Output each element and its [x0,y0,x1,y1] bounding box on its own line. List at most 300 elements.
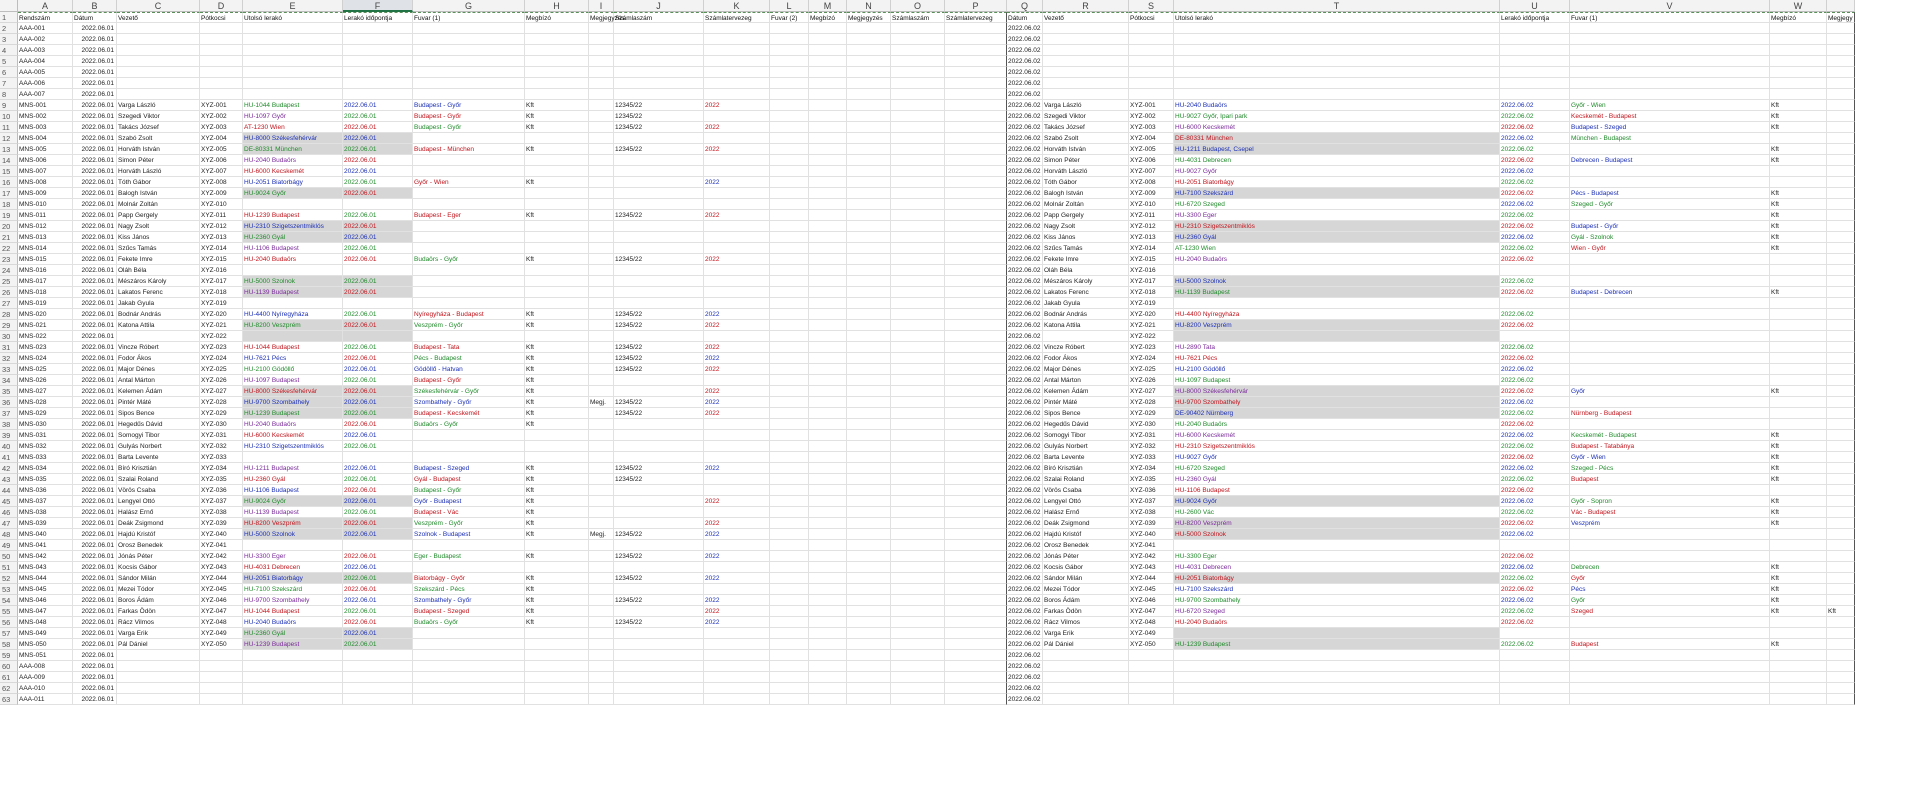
cell-G[interactable] [413,199,525,210]
cell-V[interactable] [1570,265,1770,276]
cell-J[interactable]: 12345/22 [614,463,704,474]
cell-P[interactable] [945,23,1007,34]
cell-N[interactable] [847,243,891,254]
cell-C[interactable]: Hegedűs Dávid [117,419,200,430]
cell-I[interactable] [589,45,614,56]
cell-N[interactable] [847,408,891,419]
cell-O[interactable] [891,441,945,452]
cell-K[interactable] [704,221,770,232]
cell-D[interactable]: XYZ-010 [200,199,243,210]
cell-R[interactable]: Lengyel Ottó [1043,496,1129,507]
cell-K[interactable] [704,78,770,89]
cell-G[interactable] [413,188,525,199]
cell-E[interactable]: HU-8000 Székesfehérvár [243,386,343,397]
cell-X[interactable] [1827,45,1855,56]
cell-U[interactable] [1500,45,1570,56]
cell-M[interactable] [809,210,847,221]
cell-D[interactable]: XYZ-017 [200,276,243,287]
cell-M[interactable] [809,56,847,67]
cell-F[interactable] [343,78,413,89]
cell-V[interactable]: Győr [1570,386,1770,397]
cell-I[interactable] [589,221,614,232]
cell-Q[interactable]: 2022.06.02 [1007,133,1043,144]
cell-P[interactable] [945,78,1007,89]
column-header-P[interactable]: P [945,0,1007,12]
cell-F[interactable] [343,672,413,683]
cell-U[interactable]: 2022.06.02 [1500,100,1570,111]
cell-V[interactable] [1570,67,1770,78]
cell-J[interactable] [614,540,704,551]
cell-B[interactable]: 2022.06.01 [73,353,117,364]
header-cell-I[interactable]: Megjegyzés [589,12,614,23]
cell-L[interactable] [770,254,809,265]
cell-X[interactable] [1827,408,1855,419]
cell-F[interactable]: 2022.06.01 [343,562,413,573]
cell-I[interactable] [589,243,614,254]
row-header[interactable]: 7 [0,78,18,89]
cell-E[interactable]: HU-1106 Budapest [243,243,343,254]
cell-T[interactable]: HU-3300 Eger [1174,210,1500,221]
cell-H[interactable]: Kft [525,474,589,485]
cell-U[interactable]: 2022.06.02 [1500,364,1570,375]
cell-C[interactable]: Lakatos Ferenc [117,287,200,298]
cell-S[interactable]: XYZ-029 [1129,408,1174,419]
header-cell-U[interactable]: Lerakó időpontja [1500,12,1570,23]
row-header[interactable]: 55 [0,606,18,617]
cell-F[interactable]: 2022.06.01 [343,496,413,507]
cell-B[interactable]: 2022.06.01 [73,298,117,309]
header-cell-O[interactable]: Számlaszám [891,12,945,23]
cell-K[interactable] [704,111,770,122]
cell-E[interactable] [243,298,343,309]
cell-C[interactable]: Bíró Krisztián [117,463,200,474]
cell-M[interactable] [809,188,847,199]
row-header[interactable]: 3 [0,34,18,45]
cell-W[interactable] [1770,628,1827,639]
cell-G[interactable] [413,441,525,452]
cell-L[interactable] [770,397,809,408]
cell-H[interactable]: Kft [525,485,589,496]
row-header[interactable]: 63 [0,694,18,705]
cell-O[interactable] [891,100,945,111]
cell-V[interactable] [1570,56,1770,67]
cell-U[interactable]: 2022.06.02 [1500,639,1570,650]
cell-I[interactable] [589,573,614,584]
cell-H[interactable] [525,23,589,34]
cell-T[interactable]: HU-2310 Szigetszentmiklós [1174,441,1500,452]
cell-V[interactable] [1570,551,1770,562]
cell-R[interactable]: Szegedi Viktor [1043,111,1129,122]
cell-P[interactable] [945,452,1007,463]
cell-F[interactable]: 2022.06.01 [343,287,413,298]
cell-B[interactable]: 2022.06.01 [73,562,117,573]
cell-N[interactable] [847,595,891,606]
cell-F[interactable]: 2022.06.01 [343,309,413,320]
cell-O[interactable] [891,672,945,683]
cell-T[interactable] [1174,540,1500,551]
header-cell-M[interactable]: Megbízó [809,12,847,23]
cell-A[interactable]: MNS-018 [18,287,73,298]
column-header-V[interactable]: V [1570,0,1770,12]
cell-N[interactable] [847,540,891,551]
cell-K[interactable]: 2022 [704,177,770,188]
cell-L[interactable] [770,265,809,276]
cell-U[interactable]: 2022.06.02 [1500,529,1570,540]
cell-A[interactable]: MNS-026 [18,375,73,386]
cell-U[interactable] [1500,331,1570,342]
cell-B[interactable]: 2022.06.01 [73,309,117,320]
cell-B[interactable]: 2022.06.01 [73,375,117,386]
cell-D[interactable]: XYZ-013 [200,232,243,243]
cell-C[interactable] [117,661,200,672]
cell-B[interactable]: 2022.06.01 [73,78,117,89]
cell-Q[interactable]: 2022.06.02 [1007,573,1043,584]
cell-B[interactable]: 2022.06.01 [73,188,117,199]
cell-A[interactable]: MNS-003 [18,122,73,133]
cell-U[interactable]: 2022.06.02 [1500,474,1570,485]
cell-U[interactable]: 2022.06.02 [1500,386,1570,397]
cell-H[interactable]: Kft [525,342,589,353]
cell-T[interactable]: HU-2040 Budaörs [1174,254,1500,265]
cell-R[interactable]: Lakatos Ferenc [1043,287,1129,298]
cell-R[interactable]: Deák Zsigmond [1043,518,1129,529]
cell-D[interactable]: XYZ-016 [200,265,243,276]
cell-O[interactable] [891,56,945,67]
cell-O[interactable] [891,111,945,122]
cell-T[interactable] [1174,694,1500,705]
cell-B[interactable]: 2022.06.01 [73,166,117,177]
cell-B[interactable]: 2022.06.01 [73,650,117,661]
row-header[interactable]: 32 [0,353,18,364]
cell-O[interactable] [891,287,945,298]
cell-F[interactable]: 2022.06.01 [343,408,413,419]
cell-M[interactable] [809,45,847,56]
cell-W[interactable] [1770,551,1827,562]
cell-W[interactable] [1770,133,1827,144]
cell-C[interactable]: Pintér Máté [117,397,200,408]
cell-X[interactable] [1827,100,1855,111]
cell-O[interactable] [891,617,945,628]
cell-V[interactable] [1570,210,1770,221]
cell-G[interactable] [413,276,525,287]
column-header-G[interactable]: G [413,0,525,12]
cell-P[interactable] [945,166,1007,177]
cell-E[interactable]: HU-1211 Budapest [243,463,343,474]
cell-U[interactable]: 2022.06.02 [1500,408,1570,419]
cell-U[interactable] [1500,628,1570,639]
cell-S[interactable]: XYZ-031 [1129,430,1174,441]
cell-G[interactable]: Biatorbágy - Győr [413,573,525,584]
cell-L[interactable] [770,617,809,628]
cell-U[interactable] [1500,672,1570,683]
cell-D[interactable]: XYZ-011 [200,210,243,221]
cell-H[interactable]: Kft [525,518,589,529]
cell-T[interactable]: DE-90402 Nürnberg [1174,408,1500,419]
cell-I[interactable] [589,155,614,166]
cell-M[interactable] [809,474,847,485]
cell-K[interactable]: 2022 [704,320,770,331]
cell-N[interactable] [847,551,891,562]
cell-M[interactable] [809,518,847,529]
cell-G[interactable] [413,56,525,67]
cell-S[interactable]: XYZ-022 [1129,331,1174,342]
cell-S[interactable]: XYZ-030 [1129,419,1174,430]
cell-W[interactable]: Kft [1770,144,1827,155]
cell-Q[interactable]: 2022.06.02 [1007,397,1043,408]
cell-G[interactable]: Budaörs - Győr [413,254,525,265]
cell-B[interactable]: 2022.06.01 [73,331,117,342]
cell-H[interactable] [525,639,589,650]
cell-P[interactable] [945,243,1007,254]
cell-O[interactable] [891,155,945,166]
column-header-Q[interactable]: Q [1007,0,1043,12]
cell-I[interactable] [589,386,614,397]
cell-V[interactable] [1570,34,1770,45]
row-header[interactable]: 22 [0,243,18,254]
cell-X[interactable] [1827,353,1855,364]
cell-N[interactable] [847,562,891,573]
cell-M[interactable] [809,78,847,89]
cell-Q[interactable]: 2022.06.02 [1007,683,1043,694]
row-header[interactable]: 62 [0,683,18,694]
cell-D[interactable]: XYZ-042 [200,551,243,562]
cell-N[interactable] [847,397,891,408]
cell-M[interactable] [809,617,847,628]
cell-M[interactable] [809,67,847,78]
cell-L[interactable] [770,529,809,540]
cell-X[interactable] [1827,320,1855,331]
cell-K[interactable] [704,23,770,34]
cell-I[interactable] [589,34,614,45]
cell-C[interactable]: Balogh István [117,188,200,199]
row-header[interactable]: 12 [0,133,18,144]
row-header[interactable]: 42 [0,463,18,474]
cell-K[interactable] [704,133,770,144]
cell-U[interactable] [1500,265,1570,276]
cell-S[interactable]: XYZ-023 [1129,342,1174,353]
cell-H[interactable] [525,694,589,705]
cell-X[interactable] [1827,287,1855,298]
cell-Q[interactable]: 2022.06.02 [1007,474,1043,485]
cell-B[interactable]: 2022.06.01 [73,243,117,254]
cell-H[interactable] [525,276,589,287]
row-header[interactable]: 2 [0,23,18,34]
cell-A[interactable]: MNS-051 [18,650,73,661]
cell-R[interactable]: Fekete Imre [1043,254,1129,265]
cell-G[interactable]: Eger - Budapest [413,551,525,562]
cell-F[interactable]: 2022.06.01 [343,100,413,111]
cell-A[interactable]: MNS-036 [18,485,73,496]
cell-R[interactable]: Szabó Zsolt [1043,133,1129,144]
cell-M[interactable] [809,166,847,177]
cell-M[interactable] [809,573,847,584]
cell-E[interactable]: HU-2360 Gyál [243,474,343,485]
cell-O[interactable] [891,243,945,254]
cell-Q[interactable]: 2022.06.02 [1007,386,1043,397]
cell-K[interactable] [704,199,770,210]
cell-L[interactable] [770,650,809,661]
cell-X[interactable] [1827,89,1855,100]
cell-C[interactable] [117,650,200,661]
cell-G[interactable] [413,672,525,683]
cell-I[interactable] [589,496,614,507]
cell-G[interactable]: Pécs - Budapest [413,353,525,364]
cell-P[interactable] [945,672,1007,683]
cell-A[interactable]: MNS-046 [18,595,73,606]
cell-X[interactable] [1827,474,1855,485]
cell-A[interactable]: MNS-010 [18,199,73,210]
cell-T[interactable]: HU-2040 Budaörs [1174,100,1500,111]
cell-P[interactable] [945,430,1007,441]
cell-D[interactable]: XYZ-031 [200,430,243,441]
cell-B[interactable]: 2022.06.01 [73,287,117,298]
cell-Q[interactable]: 2022.06.02 [1007,122,1043,133]
cell-X[interactable] [1827,694,1855,705]
cell-T[interactable]: HU-6720 Szeged [1174,199,1500,210]
cell-F[interactable]: 2022.06.01 [343,419,413,430]
cell-A[interactable]: MNS-043 [18,562,73,573]
cell-I[interactable] [589,122,614,133]
cell-P[interactable] [945,496,1007,507]
cell-O[interactable] [891,628,945,639]
cell-L[interactable] [770,540,809,551]
cell-H[interactable] [525,34,589,45]
cell-L[interactable] [770,562,809,573]
cell-O[interactable] [891,518,945,529]
cell-G[interactable]: Szombathely - Győr [413,595,525,606]
cell-B[interactable]: 2022.06.01 [73,122,117,133]
cell-O[interactable] [891,320,945,331]
cell-M[interactable] [809,650,847,661]
cell-N[interactable] [847,320,891,331]
cell-A[interactable]: MNS-047 [18,606,73,617]
cell-K[interactable] [704,485,770,496]
cell-N[interactable] [847,155,891,166]
cell-E[interactable] [243,78,343,89]
cell-U[interactable]: 2022.06.02 [1500,375,1570,386]
cell-T[interactable]: HU-9700 Szombathely [1174,397,1500,408]
cell-P[interactable] [945,551,1007,562]
cell-D[interactable]: XYZ-048 [200,617,243,628]
cell-D[interactable]: XYZ-009 [200,188,243,199]
cell-B[interactable]: 2022.06.01 [73,34,117,45]
cell-M[interactable] [809,419,847,430]
row-header[interactable]: 19 [0,210,18,221]
cell-Q[interactable]: 2022.06.02 [1007,430,1043,441]
cell-O[interactable] [891,463,945,474]
cell-J[interactable] [614,199,704,210]
cell-S[interactable]: XYZ-002 [1129,111,1174,122]
cell-R[interactable]: Horváth István [1043,144,1129,155]
cell-E[interactable]: HU-2100 Gödöllő [243,364,343,375]
cell-Q[interactable]: 2022.06.02 [1007,419,1043,430]
cell-A[interactable]: MNS-009 [18,188,73,199]
cell-C[interactable]: Somogyi Tibor [117,430,200,441]
cell-W[interactable]: Kft [1770,221,1827,232]
cell-T[interactable]: HU-6000 Kecskemét [1174,430,1500,441]
cell-P[interactable] [945,67,1007,78]
cell-T[interactable]: HU-6720 Szeged [1174,606,1500,617]
cell-L[interactable] [770,133,809,144]
row-header[interactable]: 29 [0,320,18,331]
cell-H[interactable]: Kft [525,386,589,397]
cell-U[interactable]: 2022.06.02 [1500,595,1570,606]
cell-J[interactable]: 12345/22 [614,210,704,221]
cell-E[interactable] [243,265,343,276]
cell-G[interactable] [413,694,525,705]
cell-I[interactable] [589,408,614,419]
cell-Q[interactable]: 2022.06.02 [1007,375,1043,386]
cell-F[interactable] [343,661,413,672]
cell-D[interactable]: XYZ-035 [200,474,243,485]
cell-B[interactable]: 2022.06.01 [73,100,117,111]
cell-R[interactable]: Jónás Péter [1043,551,1129,562]
row-header[interactable]: 61 [0,672,18,683]
cell-B[interactable]: 2022.06.01 [73,474,117,485]
row-header[interactable]: 5 [0,56,18,67]
cell-X[interactable] [1827,23,1855,34]
cell-C[interactable] [117,672,200,683]
cell-V[interactable] [1570,353,1770,364]
cell-A[interactable]: AAA-010 [18,683,73,694]
cell-Q[interactable]: 2022.06.02 [1007,650,1043,661]
header-cell-J[interactable]: Számlaszám [614,12,704,23]
cell-X[interactable] [1827,199,1855,210]
header-cell-W[interactable]: Megbízó [1770,12,1827,23]
cell-E[interactable] [243,540,343,551]
cell-C[interactable]: Vörös Csaba [117,485,200,496]
cell-E[interactable]: HU-1239 Budapest [243,408,343,419]
cell-T[interactable]: HU-2600 Vác [1174,507,1500,518]
cell-M[interactable] [809,496,847,507]
cell-H[interactable] [525,89,589,100]
cell-O[interactable] [891,496,945,507]
cell-R[interactable]: Halász Ernő [1043,507,1129,518]
cell-D[interactable] [200,661,243,672]
column-header-O[interactable]: O [891,0,945,12]
cell-U[interactable]: 2022.06.02 [1500,584,1570,595]
cell-Q[interactable]: 2022.06.02 [1007,595,1043,606]
cell-Q[interactable]: 2022.06.02 [1007,551,1043,562]
cell-W[interactable]: Kft [1770,155,1827,166]
cell-P[interactable] [945,353,1007,364]
cell-G[interactable] [413,89,525,100]
cell-D[interactable]: XYZ-012 [200,221,243,232]
cell-F[interactable]: 2022.06.01 [343,353,413,364]
cell-M[interactable] [809,595,847,606]
cell-I[interactable] [589,628,614,639]
cell-L[interactable] [770,683,809,694]
cell-E[interactable]: HU-2051 Biatorbágy [243,177,343,188]
cell-A[interactable]: MNS-012 [18,221,73,232]
cell-E[interactable]: HU-2040 Budaörs [243,617,343,628]
cell-K[interactable] [704,683,770,694]
cell-J[interactable] [614,177,704,188]
cell-A[interactable]: MNS-049 [18,628,73,639]
cell-G[interactable] [413,287,525,298]
cell-S[interactable] [1129,78,1174,89]
cell-L[interactable] [770,485,809,496]
row-header[interactable]: 53 [0,584,18,595]
cell-C[interactable]: Antal Márton [117,375,200,386]
cell-J[interactable] [614,485,704,496]
cell-R[interactable]: Sipos Bence [1043,408,1129,419]
cell-W[interactable]: Kft [1770,210,1827,221]
cell-S[interactable]: XYZ-039 [1129,518,1174,529]
cell-K[interactable] [704,584,770,595]
cell-C[interactable]: Katona Attila [117,320,200,331]
cell-M[interactable] [809,254,847,265]
